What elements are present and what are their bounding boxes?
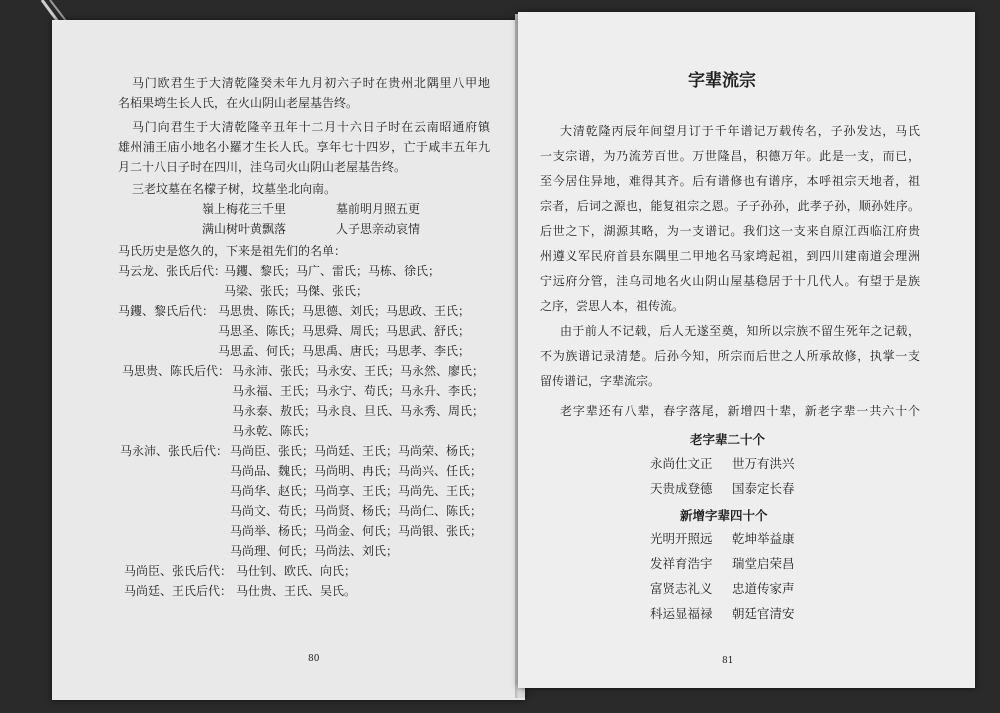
paragraph-line: 雄州浦王庙小地名小羅才生长人氏。享年七十四岁，亡于咸丰五年九 xyxy=(118,140,490,154)
genealogy-line: 马永泰、敖氏；马永良、旦氏、马永秀、周氏； xyxy=(232,404,485,418)
grave-line: 三老坟墓在名檬子树，坟墓坐北向南。 xyxy=(132,182,337,196)
generation-cell: 世万有洪兴 xyxy=(732,456,795,471)
left-page xyxy=(52,20,525,700)
paragraph-line: 后世之下，湖源其略，为一支谱记。我们这一支来自原江西临江府贵 xyxy=(540,224,920,238)
page-title: 字辈流宗 xyxy=(688,71,756,91)
paragraph-line: 之序，尝思人本，祖传流。 xyxy=(540,299,685,313)
paragraph-line: 名栢果塆生长人氏，在火山阴山老屋基告终。 xyxy=(118,96,359,110)
genealogy-line: 马尚文、苟氏；马尚贤、杨氏；马尚仁、陈氏； xyxy=(230,504,483,518)
paragraph-line: 宗者，后词之源也，能复祖宗之恩。子子孙孙，此孝子孙，顺孙姓序。 xyxy=(540,199,920,213)
poem-right: 人子思亲动哀情 xyxy=(336,222,421,236)
generation-cell: 科运显福禄 xyxy=(650,606,713,621)
genealogy-line: 马尚华、赵氏；马尚享、王氏；马尚先、王氏； xyxy=(230,484,483,498)
genealogy-label: 马尚臣、张氏后代： xyxy=(124,564,233,578)
old-generation-heading: 老字辈二十个 xyxy=(690,432,766,447)
genealogy-label: 马永沛、张氏后代： xyxy=(120,444,229,458)
page-number: 81 xyxy=(722,656,734,666)
paragraph-line: 州遵义军民府首县东隅里二甲地名马家塆起祖，到四川建南道会理洲 xyxy=(540,249,920,263)
genealogy-line: 马梁、张氏；马傑、张氏； xyxy=(224,284,369,298)
paragraph-line: 不为族谱记录清楚。后孙今知，所宗而后世之人所承故修，执掌一支 xyxy=(540,349,920,363)
genealogy-line: 马永乾、陈氏； xyxy=(232,424,317,438)
paragraph-line: 大清乾隆丙辰年间望月订于千年谱记万载传名，子孙发达，马氏 xyxy=(560,124,920,138)
genealogy-line: 马尚举、杨氏；马尚金、何氏；马尚银、张氏； xyxy=(230,524,483,538)
right-page xyxy=(518,12,975,688)
paragraph-line: 由于前人不记载，后人无遂至奠，知所以宗族不留生死年之记载， xyxy=(560,324,920,338)
genealogy-label: 马思贵、陈氏后代： xyxy=(122,364,231,378)
generation-cell: 朝廷官清安 xyxy=(732,606,795,621)
paragraph-line: 月二十八日子时在四川，洼乌司火山阴山老屋基告终。 xyxy=(118,160,407,174)
paragraph-line: 一支宗谱，为乃流芳百世。万世隆昌，积德万年。此是一支，而已， xyxy=(540,149,920,163)
paragraph-line: 至今居住异地，难得其齐。后有谱修也有谱序，本呼祖宗天地者，祖 xyxy=(540,174,920,188)
poem-left: 嶺上梅花三千里 xyxy=(202,202,287,216)
genealogy-line: 马钁、黎氏；马广、雷氏；马栋、徐氏； xyxy=(224,264,441,278)
paragraph-line: 老字辈还有八辈，春字落尾，新增四十辈，新老字辈一共六十个 xyxy=(560,404,920,418)
poem-left: 满山树叶黄飘落 xyxy=(202,222,287,236)
genealogy-line: 马思贵、陈氏；马思德、刘氏；马思政、王氏； xyxy=(218,304,471,318)
genealogy-line: 马仕钊、欧氏、向氏； xyxy=(236,564,357,578)
paragraph-line: 马门向君生于大清乾隆辛丑年十二月十六日子时在云南昭通府镇 xyxy=(132,120,490,134)
genealogy-line: 马永沛、张氏；马永安、王氏；马永然、廖氏； xyxy=(232,364,485,378)
genealogy-label: 马尚廷、王氏后代： xyxy=(124,584,233,598)
genealogy-line: 马尚品、魏氏；马尚明、冉氏；马尚兴、任氏； xyxy=(230,464,483,478)
poem-right: 墓前明月照五更 xyxy=(336,202,421,216)
generation-cell: 光明开照远 xyxy=(650,531,713,546)
genealogy-line: 马尚理、何氏；马尚法、刘氏； xyxy=(230,544,399,558)
generation-cell: 富贤志礼义 xyxy=(650,581,713,596)
generation-cell: 天贵成登德 xyxy=(650,481,713,496)
genealogy-line: 马尚臣、张氏；马尚廷、王氏；马尚荣、杨氏； xyxy=(230,444,483,458)
generation-cell: 忠道传家声 xyxy=(732,581,795,596)
generation-cell: 乾坤举益康 xyxy=(732,531,795,546)
paragraph-line: 马门欧君生于大清乾隆癸未年九月初六子时在贵州北隅里八甲地 xyxy=(132,76,490,90)
genealogy-label: 马云龙、张氏后代： xyxy=(118,264,227,278)
genealogy-line: 马思圣、陈氏；马思舜、周氏；马思武、舒氏； xyxy=(218,324,471,338)
history-line: 马氏历史是悠久的，下来是祖先们的名单： xyxy=(118,244,347,258)
generation-cell: 永尚仕文正 xyxy=(650,456,713,471)
paragraph-line: 留传谱记，字辈流宗。 xyxy=(540,374,661,388)
genealogy-line: 马仕贵、王氏、吴氏。 xyxy=(236,584,357,598)
paragraph-line: 宁远府分管，洼乌司地名火山阴山屋基稳居于十几代人。有望于是族 xyxy=(540,274,920,288)
genealogy-label: 马钁、黎氏后代： xyxy=(118,304,215,318)
genealogy-line: 马思孟、何氏；马思禹、唐氏；马思孝、李氏； xyxy=(218,344,471,358)
generation-cell: 发祥育浩宇 xyxy=(650,556,713,571)
generation-cell: 国泰定长春 xyxy=(732,481,795,496)
new-generation-heading: 新增字辈四十个 xyxy=(680,508,768,523)
generation-cell: 瑞堂启荣昌 xyxy=(732,556,795,571)
genealogy-line: 马永福、王氏；马永宁、苟氏；马永升、李氏； xyxy=(232,384,485,398)
page-number: 80 xyxy=(308,654,320,664)
